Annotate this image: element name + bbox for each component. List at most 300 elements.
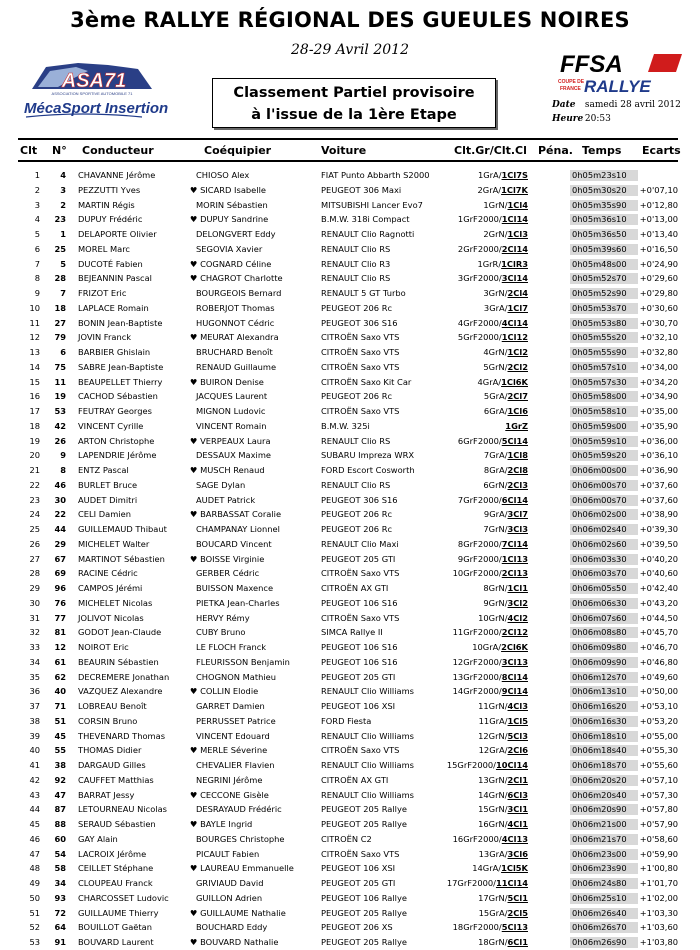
row-gap: +0'36,10: [639, 450, 678, 461]
row-car: RENAULT Clio Williams: [321, 686, 414, 697]
row-time: 0h06m26s40: [570, 908, 638, 919]
row-rank: 45: [29, 819, 40, 829]
row-codriver: HUGONNOT Cédric: [196, 317, 275, 328]
row-codriver: DESRAYAUD Frédéric: [196, 804, 282, 815]
row-driver: LAPENDRIE Jérôme: [78, 450, 157, 461]
row-class: 1GrF2000/1Cl14: [457, 214, 528, 225]
row-class: 11GrA/1Cl5: [478, 715, 528, 726]
row-driver: PEZZUTTI Yves: [78, 184, 141, 195]
row-class: 12GrF2000/3Cl13: [452, 656, 528, 667]
row-gap: +0'37,60: [639, 494, 678, 505]
table-row: [18, 861, 678, 876]
row-car: PEUGEOT 205 Rallye: [321, 819, 407, 829]
row-codriver: DESSAUX Maxime: [196, 450, 272, 461]
row-codriver: ♥ CECCONE Gisèle: [190, 789, 269, 800]
row-time: 0h06m20s90: [570, 804, 638, 815]
row-driver: VINCENT Cyrille: [78, 420, 144, 431]
table-row: [18, 876, 678, 891]
row-gap: +0'34,90: [639, 391, 678, 402]
row-codriver: ♥ BOUVARD Nathalie: [190, 937, 279, 947]
row-car: CITROËN Saxo VTS: [321, 361, 400, 372]
row-rank: 53: [29, 937, 40, 947]
row-car-number: 28: [54, 273, 66, 284]
row-gap: +0'34,00: [639, 361, 678, 372]
row-class: 9GrF2000/1Cl13: [457, 553, 528, 564]
row-driver: JOVIN Franck: [78, 332, 132, 343]
row-car-number: 75: [54, 361, 66, 372]
row-time: 0h06m09s80: [570, 642, 638, 653]
row-rank: 16: [29, 391, 40, 402]
row-gap: +1'03,30: [639, 907, 678, 918]
row-gap: +1'03,80: [639, 937, 678, 947]
row-gap: +0'32,10: [639, 332, 678, 343]
row-rank: 1: [34, 170, 40, 180]
row-car-number: 19: [54, 391, 66, 402]
row-class: 14GrN/6Cl3: [478, 789, 528, 800]
row-car-number: 23: [54, 214, 66, 225]
row-car-number: 77: [54, 612, 66, 623]
row-car-number: 29: [54, 538, 66, 549]
row-car-number: 81: [54, 627, 66, 638]
row-time: 0h06m06s30: [570, 598, 638, 609]
row-car-number: 1: [60, 229, 66, 239]
row-time: 0h05m53s70: [570, 303, 638, 314]
row-car: PEUGEOT 106 S16: [321, 642, 398, 652]
row-car-number: 26: [54, 435, 66, 446]
row-car-number: 6: [60, 347, 66, 357]
row-driver: LAPLACE Romain: [78, 302, 149, 313]
row-driver: DELAPORTE Olivier: [78, 229, 157, 239]
row-driver: BARRAT Jessy: [78, 789, 135, 800]
row-car-number: 8: [60, 465, 66, 475]
row-car: CITROËN C2: [321, 833, 372, 844]
row-gap: +1'02,00: [639, 892, 678, 903]
row-driver: DUCOTÉ Fabien: [78, 258, 143, 269]
row-car-number: 46: [54, 479, 66, 490]
row-rank: 5: [34, 229, 40, 239]
row-class: 6GrA/1Cl6: [483, 406, 528, 416]
row-class: 5GrF2000/1Cl12: [457, 332, 528, 343]
row-rank: 52: [29, 922, 40, 933]
row-time: 0h06m07s60: [570, 613, 638, 624]
row-driver: SERAUD Sébastien: [78, 819, 156, 829]
row-driver: MICHELET Walter: [78, 538, 150, 549]
row-car: CITROËN Saxo VTS: [321, 848, 400, 859]
row-codriver: MORIN Sébastien: [196, 199, 268, 210]
row-time: 0h06m26s70: [570, 922, 638, 933]
col-codriver: Coéquipier: [204, 144, 272, 157]
row-car-number: 47: [54, 789, 66, 800]
table-row: [18, 375, 678, 390]
row-driver: THEVENARD Thomas: [78, 730, 166, 741]
row-codriver: DELONGVERT Eddy: [196, 229, 276, 239]
row-class: 4GrF2000/4Cl14: [457, 317, 528, 328]
row-driver: MARTINOT Sébastien: [78, 553, 165, 564]
row-time: 0h05m59s20: [570, 450, 638, 461]
row-time: 0h06m20s40: [570, 790, 638, 801]
row-gap: +0'55,00: [639, 730, 678, 741]
row-gap: +0'13,40: [639, 229, 678, 239]
row-gap: +0'45,70: [639, 627, 678, 638]
row-driver: GUILLAUME Thierry: [78, 907, 159, 918]
row-time: 0h06m16s30: [570, 716, 638, 727]
row-car: CITROËN Saxo VTS: [321, 745, 400, 756]
asa71-logo-subtext: ASSOCIATION SPORTIVE AUTOMOBILE 71: [51, 91, 133, 96]
row-rank: 51: [29, 907, 40, 918]
row-time: 0h06m08s80: [570, 627, 638, 638]
row-rank: 39: [29, 730, 40, 741]
row-gap: +0'35,90: [639, 420, 678, 431]
row-car: PEUGEOT 306 S16: [321, 494, 398, 505]
row-time: 0h06m09s90: [570, 657, 638, 668]
row-car: PEUGEOT 306 Maxi: [321, 184, 402, 195]
row-driver: MOREL Marc: [78, 243, 130, 254]
row-time: 0h06m12s70: [570, 672, 638, 683]
row-class: 8GrN/1Cl1: [483, 583, 528, 593]
table-row: [18, 640, 678, 655]
row-class: 6GrF2000/5Cl14: [457, 435, 528, 446]
row-gap: +0'40,20: [639, 553, 678, 564]
report-meta: [552, 98, 681, 126]
row-time: 0h06m24s80: [570, 878, 638, 889]
row-car: RENAULT Clio RS: [321, 273, 391, 284]
row-class: 8GrA/2Cl8: [483, 465, 528, 475]
row-car-number: 25: [54, 243, 66, 254]
row-car: PEUGEOT 205 GTI: [321, 878, 396, 888]
row-codriver: VINCENT Edouard: [196, 730, 270, 741]
row-gap: +0'57,80: [639, 804, 678, 815]
row-car: PEUGEOT 206 XS: [321, 922, 393, 933]
date-label: Date: [552, 100, 576, 110]
row-car-number: 76: [54, 597, 66, 608]
row-car: PEUGEOT 106 Rallye: [321, 892, 407, 903]
row-time: 0h05m59s10: [570, 436, 638, 447]
row-codriver: ♥ MUSCH Renaud: [190, 465, 265, 475]
table-row: [18, 714, 678, 729]
row-class: 9GrN/3Cl2: [483, 597, 528, 608]
row-rank: 12: [29, 332, 40, 343]
row-gap: +0'53,20: [639, 715, 678, 726]
table-row: [18, 463, 678, 478]
row-gap: +0'37,60: [639, 479, 678, 490]
row-rank: 9: [34, 288, 40, 298]
row-car: RENAULT Clio Maxi: [321, 538, 399, 549]
table-row: [18, 906, 678, 921]
row-car: CITROËN AX GTI: [321, 774, 389, 785]
col-driver: Conducteur: [82, 144, 154, 157]
row-car-number: 92: [54, 774, 66, 785]
row-rank: 3: [34, 199, 40, 210]
row-car-number: 87: [54, 804, 66, 815]
row-driver: LETOURNEAU Nicolas: [78, 804, 167, 815]
row-driver: LACROIX Jérôme: [78, 848, 147, 859]
row-car: PEUGEOT 206 Rc: [321, 509, 393, 520]
row-codriver: PERRUSSET Patrice: [196, 715, 276, 726]
table-row: [18, 847, 678, 862]
table-row: [18, 478, 678, 493]
row-codriver: CUBY Bruno: [196, 627, 246, 638]
row-codriver: HERVY Rémy: [196, 612, 250, 623]
col-class: Clt.Gr/Clt.Cl: [454, 144, 527, 157]
row-codriver: GERBER Cédric: [196, 568, 260, 579]
row-gap: +0'57,90: [639, 819, 678, 829]
row-car: PEUGEOT 206 Rc: [321, 391, 393, 402]
row-codriver: BOURGES Christophe: [196, 833, 285, 844]
row-class: 3GrN/2Cl4: [483, 288, 528, 298]
row-driver: DUPUY Frédéric: [78, 214, 143, 225]
row-time: 0h05m35s90: [570, 200, 638, 211]
row-time: 0h06m25s10: [570, 893, 638, 904]
row-time: 0h05m53s80: [570, 318, 638, 329]
row-gap: +0'34,20: [639, 376, 678, 387]
classement-title: Classement Partiel provisoire: [233, 85, 475, 101]
row-codriver: FLEURISSON Benjamin: [196, 656, 290, 667]
row-car: CITROËN Saxo VTS: [321, 347, 400, 357]
row-rank: 21: [29, 465, 40, 475]
row-car: PEUGEOT 205 Rallye: [321, 937, 407, 947]
row-driver: BOUILLOT Gaëtan: [78, 922, 152, 933]
table-row: [18, 522, 678, 537]
row-car-number: 61: [54, 656, 66, 667]
table-row: [18, 242, 678, 257]
row-car-number: 96: [54, 583, 66, 593]
row-codriver: ♥ MEURAT Alexandra: [190, 332, 279, 343]
row-time: 0h05m58s00: [570, 391, 638, 402]
row-rank: 44: [29, 804, 40, 815]
row-class: 2GrN/1Cl3: [483, 229, 528, 239]
row-rank: 28: [29, 568, 40, 579]
table-row: [18, 404, 678, 419]
row-class: 5GrA/2Cl7: [483, 391, 528, 402]
row-class: 6GrN/2Cl3: [483, 479, 528, 490]
row-driver: BURLET Bruce: [78, 479, 138, 490]
row-car: RENAULT Clio Williams: [321, 730, 414, 741]
row-driver: RACINE Cédric: [78, 568, 138, 579]
row-car-number: 55: [54, 745, 66, 756]
table-row: [18, 493, 678, 508]
row-rank: 22: [29, 479, 40, 490]
row-time: 0h06m02s00: [570, 509, 638, 520]
row-rank: 27: [29, 553, 40, 564]
row-rank: 26: [29, 538, 40, 549]
row-driver: LOBREAU Benoît: [78, 701, 147, 711]
row-gap: +0'32,80: [639, 347, 678, 357]
row-codriver: CHOGNON Mathieu: [196, 671, 276, 682]
row-class: 13GrN/2Cl1: [478, 774, 528, 785]
row-time: 0h06m00s00: [570, 465, 638, 476]
table-row: [18, 507, 678, 522]
row-rank: 41: [29, 760, 40, 770]
row-driver: NOIROT Eric: [78, 642, 129, 652]
row-car: PEUGEOT 205 GTI: [321, 553, 396, 564]
row-car: RENAULT Clio Williams: [321, 760, 414, 770]
row-driver: CEILLET Stéphane: [78, 863, 154, 874]
row-car-number: 62: [54, 671, 66, 682]
row-time: 0h05m39s60: [570, 244, 638, 255]
row-rank: 43: [29, 789, 40, 800]
row-time: 0h06m18s70: [570, 760, 638, 771]
row-class: 12GrA/2Cl6: [478, 745, 528, 756]
row-car-number: 7: [60, 288, 66, 298]
row-car-number: 60: [54, 833, 66, 844]
row-codriver: GARRET Damien: [196, 701, 265, 711]
ffsa-logo-text: FFSA: [560, 51, 623, 78]
row-class: 3GrF2000/3Cl14: [457, 273, 528, 284]
row-rank: 10: [29, 302, 40, 313]
row-driver: FEUTRAY Georges: [78, 406, 152, 416]
row-class: 9GrA/3Cl7: [483, 509, 528, 520]
row-rank: 13: [29, 347, 40, 357]
row-codriver: SEGOVIA Xavier: [196, 243, 263, 254]
row-car-number: 3: [60, 184, 66, 195]
row-car: PEUGEOT 106 S16: [321, 597, 398, 608]
row-class: 3GrA/1Cl7: [483, 302, 528, 313]
row-rank: 23: [29, 494, 40, 505]
row-class: 4GrN/1Cl2: [483, 347, 528, 357]
row-driver: BONIN Jean-Baptiste: [78, 317, 163, 328]
row-time: 0h06m23s90: [570, 863, 638, 874]
row-time: 0h05m23s10: [570, 170, 638, 181]
table-row: [18, 773, 678, 788]
row-driver: CAMPOS Jérémi: [78, 583, 143, 593]
row-class: 16GrN/4Cl1: [478, 819, 528, 829]
row-time: 0h05m36s50: [570, 229, 638, 240]
row-rank: 19: [29, 435, 40, 446]
row-class: 10GrA/2Cl6K: [472, 642, 528, 652]
row-rank: 4: [34, 214, 40, 225]
row-time: 0h06m02s40: [570, 524, 638, 535]
row-gap: +0'07,10: [639, 184, 678, 195]
row-codriver: GRIVIAUD David: [196, 878, 264, 888]
row-driver: ARTON Christophe: [78, 435, 155, 446]
row-class: 18GrF2000/5Cl13: [452, 922, 528, 933]
row-car: FIAT Punto Abbarth S2000: [321, 170, 430, 180]
ffsa-rallye-logo: [556, 50, 684, 96]
row-rank: 32: [29, 627, 40, 638]
row-gap: +0'40,60: [639, 568, 678, 579]
table-row: [18, 625, 678, 640]
row-car: SUBARU Impreza WRX: [321, 450, 415, 461]
row-car-number: 51: [54, 715, 66, 726]
row-car: CITROËN Saxo VTS: [321, 332, 400, 343]
col-clt: Clt: [20, 144, 38, 157]
row-car: PEUGEOT 106 XSI: [321, 701, 396, 711]
table-row: [18, 168, 678, 183]
table-row: [18, 684, 678, 699]
row-driver: CELI Damien: [78, 509, 131, 520]
row-codriver: CHIOSO Alex: [196, 170, 250, 180]
row-class: 2GrA/1Cl7K: [477, 184, 528, 195]
row-driver: BEAUPELLET Thierry: [78, 376, 163, 387]
row-car-number: 88: [54, 819, 66, 829]
table-row: [18, 448, 678, 463]
row-class: 15GrF2000/10Cl14: [446, 760, 528, 770]
row-car-number: 79: [54, 332, 66, 343]
row-driver: GODOT Jean-Claude: [78, 627, 162, 638]
row-car: CITROËN Saxo VTS: [321, 568, 400, 579]
table-row: [18, 183, 678, 198]
row-codriver: BRUCHARD Benoît: [196, 347, 273, 357]
row-car-number: 53: [54, 406, 66, 416]
row-rank: 31: [29, 612, 40, 623]
row-time: 0h06m05s50: [570, 583, 638, 594]
table-row: [18, 316, 678, 331]
row-gap: +0'39,30: [639, 524, 678, 534]
heure-value: 20:53: [584, 114, 611, 124]
page-title: 3ème RALLYE RÉGIONAL DES GUEULES NOIRES: [70, 8, 630, 32]
row-time: 0h05m59s00: [570, 421, 638, 432]
row-car-number: 9: [60, 450, 66, 461]
row-driver: CHARCOSSET Ludovic: [78, 892, 169, 903]
row-time: 0h06m20s20: [570, 775, 638, 786]
row-codriver: AUDET Patrick: [196, 494, 256, 505]
row-gap: +1'03,60: [639, 922, 678, 933]
mecasport-logo-text: MécaSport Insertion: [24, 100, 169, 117]
row-driver: AUDET Dimitri: [78, 494, 138, 505]
row-time: 0h06m03s70: [570, 568, 638, 579]
row-gap: +0'30,70: [639, 317, 678, 328]
row-class: 15GrA/2Cl5: [478, 907, 528, 918]
row-rank: 46: [29, 833, 40, 844]
table-row: [18, 212, 678, 227]
row-car: CITROËN Saxo VTS: [321, 406, 400, 416]
row-codriver: VINCENT Romain: [196, 420, 267, 431]
row-rank: 38: [29, 715, 40, 726]
row-gap: +0'53,10: [639, 701, 678, 711]
row-codriver: NEGRINI Jérôme: [196, 774, 263, 785]
row-gap: +0'46,80: [639, 656, 678, 667]
row-gap: +0'29,60: [639, 273, 678, 284]
row-codriver: BOURGEOIS Bernard: [196, 288, 282, 298]
table-row: [18, 802, 678, 817]
row-driver: GAY Alain: [78, 833, 118, 844]
row-car-number: 72: [54, 907, 66, 918]
row-codriver: ♥ SICARD Isabelle: [190, 184, 266, 195]
row-time: 0h05m52s70: [570, 273, 638, 284]
row-time: 0h05m52s90: [570, 288, 638, 299]
row-car-number: 93: [54, 892, 66, 903]
table-row: [18, 699, 678, 714]
row-time: 0h06m00s70: [570, 480, 638, 491]
row-time: 0h05m30s20: [570, 185, 638, 196]
row-car: MITSUBISHI Lancer Evo7: [321, 199, 423, 210]
row-time: 0h06m23s00: [570, 849, 638, 860]
row-driver: BEAURIN Sébastien: [78, 656, 159, 667]
row-driver: DARGAUD Gilles: [78, 760, 146, 770]
row-time: 0h06m13s10: [570, 686, 638, 697]
row-driver: CAUFFET Matthias: [78, 774, 154, 785]
row-car-number: 64: [54, 922, 66, 933]
row-rank: 47: [29, 848, 40, 859]
row-rank: 50: [29, 892, 40, 903]
row-driver: ENTZ Pascal: [78, 465, 129, 475]
row-rank: 6: [34, 243, 40, 254]
table-row: [18, 655, 678, 670]
row-car: CITROËN AX GTI: [321, 583, 389, 593]
row-car-number: 11: [54, 376, 66, 387]
row-car: B.M.W. 325i: [321, 420, 370, 431]
row-driver: CLOUPEAU Franck: [78, 878, 153, 888]
row-time: 0h06m26s90: [570, 937, 638, 948]
row-time: 0h06m03s30: [570, 554, 638, 565]
row-codriver: ♥ COLLIN Elodie: [190, 686, 259, 697]
row-rank: 15: [29, 376, 40, 387]
row-codriver: GUILLON Adrien: [196, 892, 263, 903]
row-codriver: ♥ MERLE Séverine: [190, 745, 268, 756]
row-codriver: PIETKA Jean-Charles: [196, 597, 280, 608]
row-car: PEUGEOT 205 Rallye: [321, 907, 407, 918]
row-codriver: ♥ BOISSE Virginie: [190, 553, 265, 564]
